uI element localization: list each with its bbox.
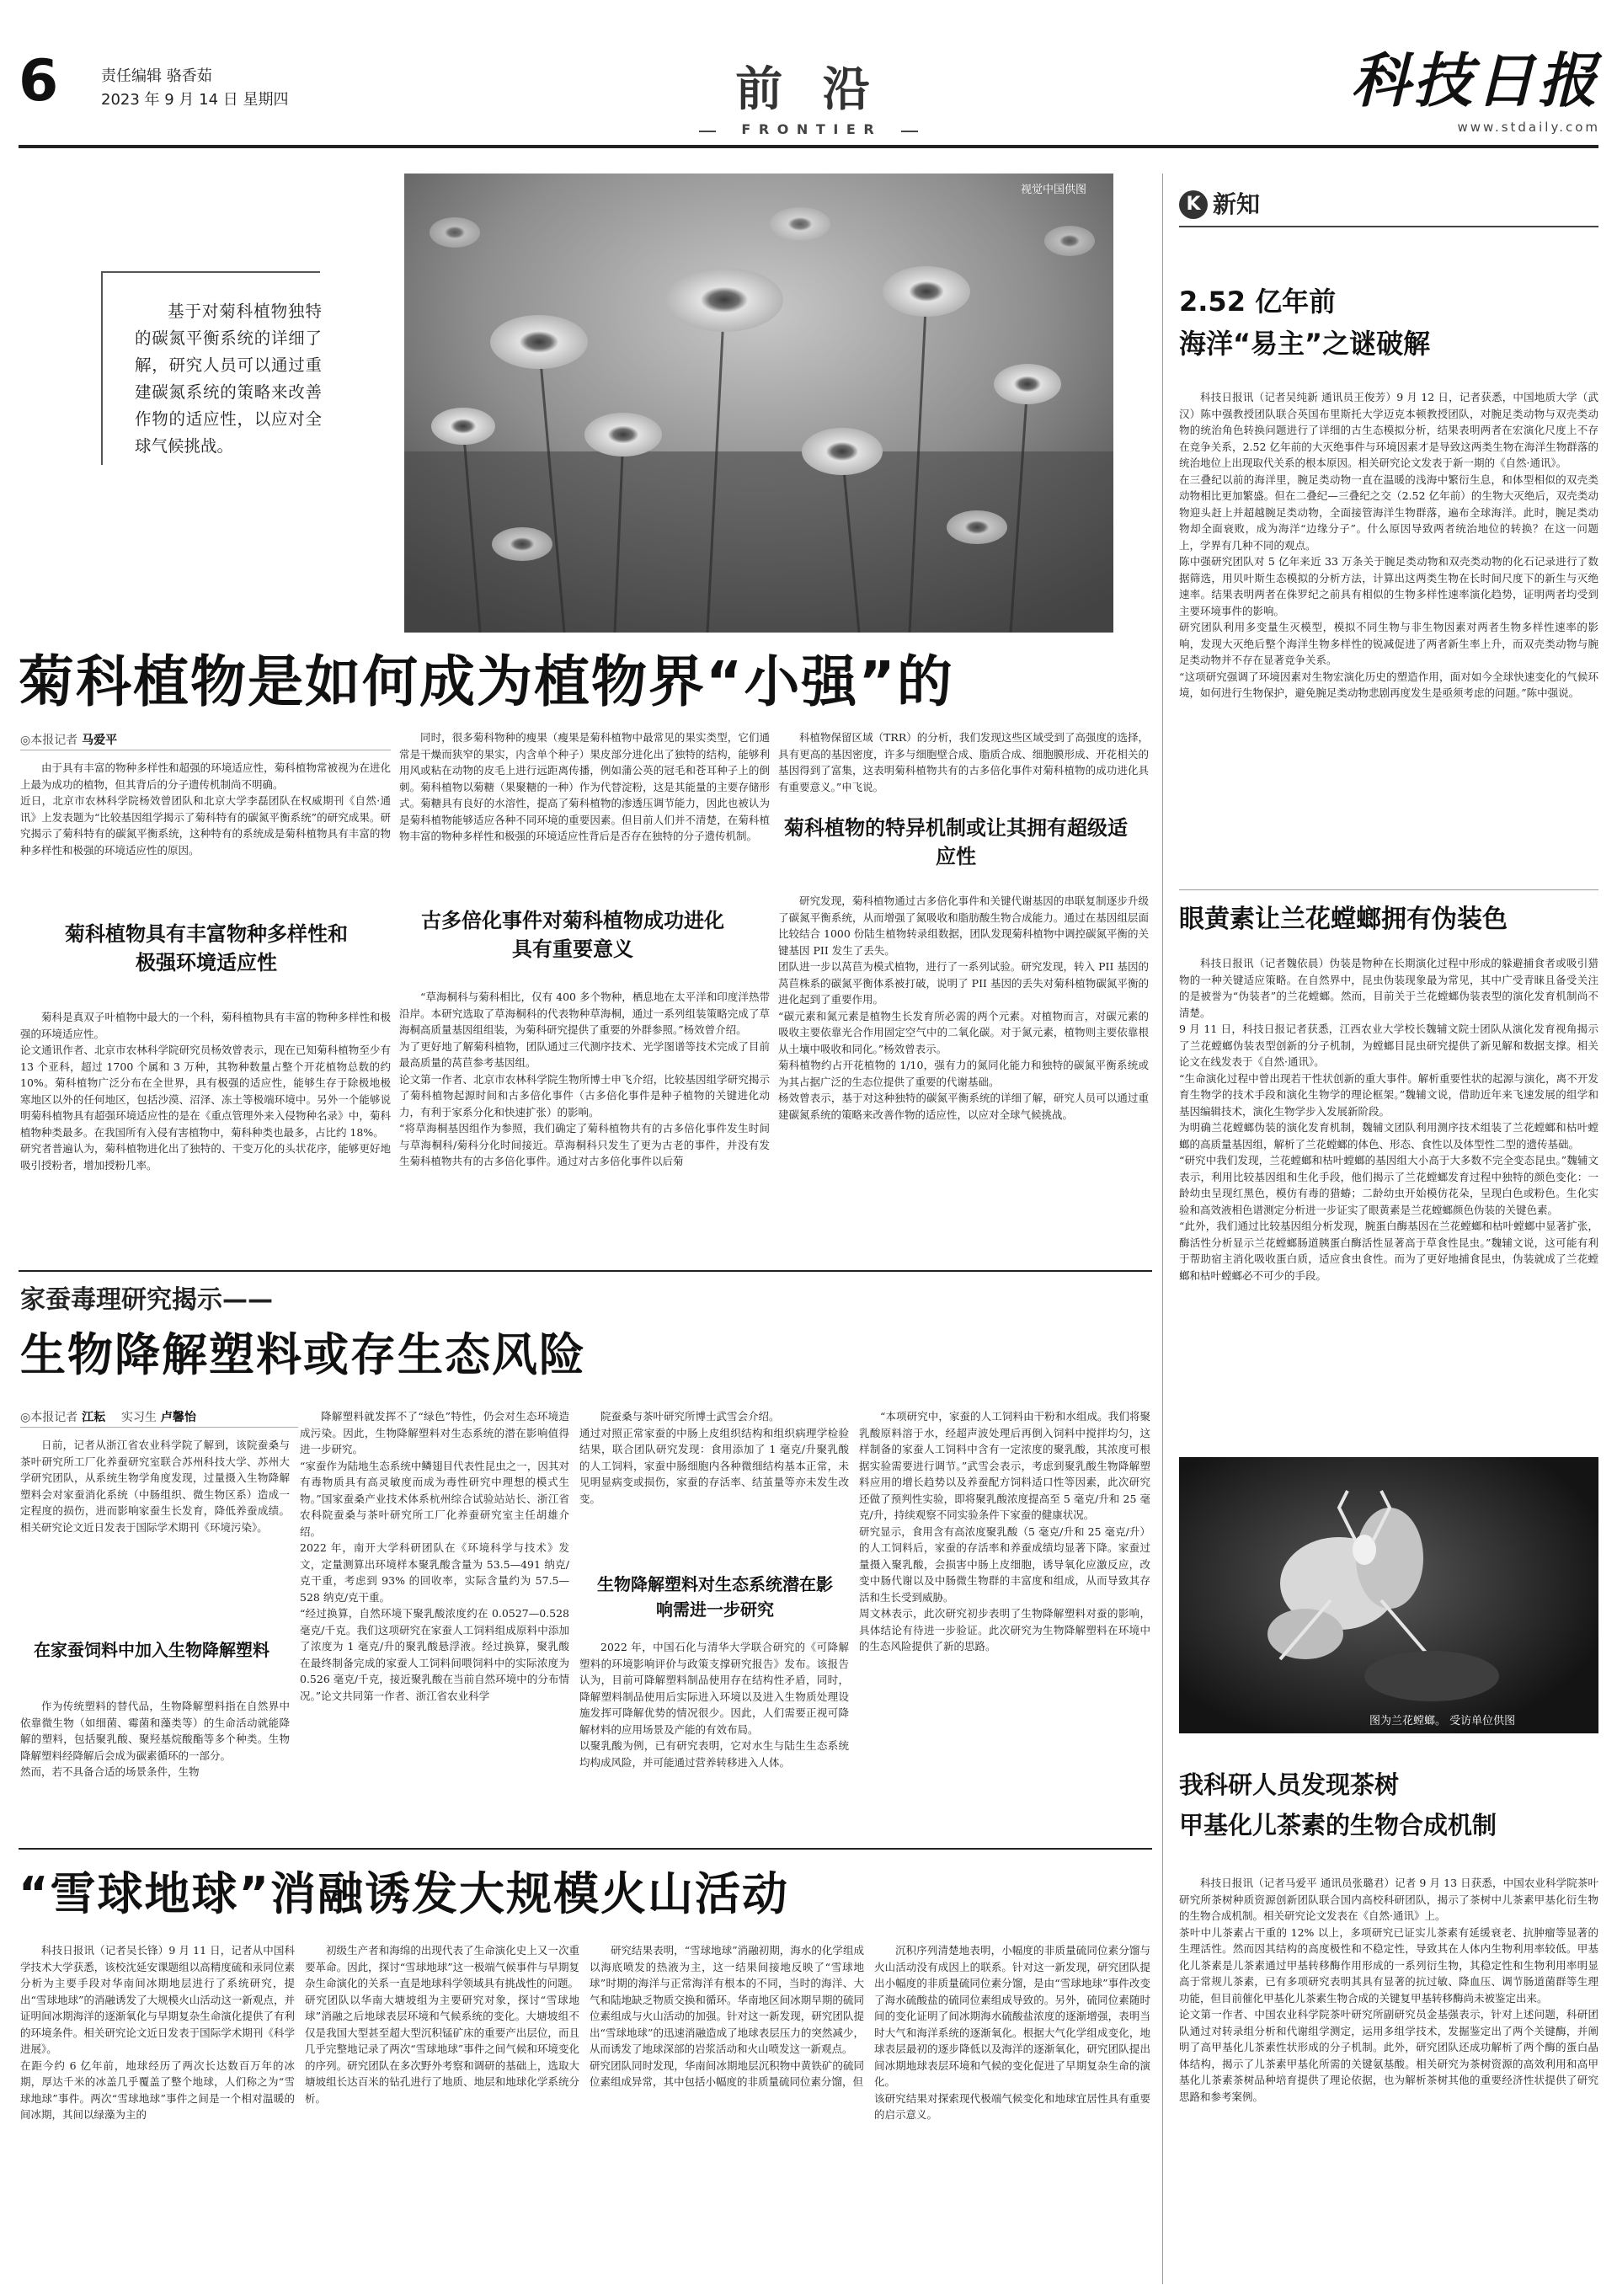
summary-box-top-rule [101,271,320,273]
article3-headline: “雪球地球”消融诱发大规模火山活动 [19,1867,789,1920]
editor-line: 责任编辑 骆香茹 [101,67,212,85]
article1-byline [20,731,117,748]
news1-rule [1179,889,1598,890]
article1-col2-bottom: “草海桐科与菊科相比，仅有 400 多个物种，栖息地在太平洋和印度洋热带沿岸。本研究选取了草海桐科的代表物种草海桐，通过一系列组装策略完成了草海桐高质量基因组组装，为菊科研究提供了重要的外群参照。”杨效曾介绍。 为了更好地了解菊科植物，团队通过三代测序技术、光学图谱等技术完成了目前最高质量的莴苣参考基因组。 论文第一作者、北京市农林科学院生物所博士申飞介绍，比较基因组学研究揭示了菊科植物起源时间和古多倍化事件（古多倍化事件是种子植物的关键进化动力，有利于家系分化和快速扩张）的影响。 “将草海桐基因组作为参照，我们确定了菊科植物共有的古多倍化事件发生时间与草海桐科/菊科分化时间接近。草海桐科只发生了更为古老的事件，并没有发生菊科植物共有的古多倍化事件。通过对古多倍化事件以后菊 [399,990,770,1167]
article1-col1-bottom: 菊科是真双子叶植物中最大的一个科，菊科植物具有丰富的物种多样性和极强的环境适应性。 论文通讯作者、北京市农林科学院研究员杨效曾表示，现在已知菊科植物至少有 13 个亚科，超过 1700 个属和 3 万种，其物种数量占整个开花植物总数的约 10%。菊科植物广泛分布在全世界，具有极强的适应性，能够生存于除极地极寒地区以外的任何地区，包括沙漠、沼泽、冻土等极端环境中。另外一个能够说明菊科植物具有超强环境适应性的是在《重点管理外来入侵物种名录》中，菊科植物种类最多。在我国所有入侵有害植物中，菊科种类也最多，占比约 18%。 研究者普遍认为，菊科植物进化出了独特的、干变万化的头状花序，能够更好地吸引授粉者，增加授粉几率。 [20,1011,391,1172]
article2-bottom-rule [19,1848,1152,1850]
mantis-photo-credit: 图为兰花螳螂。 受访单位供图 [1369,1715,1516,1727]
lead-photo-credit: 视觉中国供图 [1021,184,1087,196]
news2-body: 科技日报讯（记者魏依晨）伪装是物种在长期演化过程中形成的躲避捕食者或吸引猎物的一种关键适应策略。在自然界中，昆虫伪装现象最为常见，其中广受青睐且备受关注的是被誉为“伪装者”的兰花螳螂。然而，目前关于兰花螳螂伪装表型的演化发育机制尚不清楚。 9 月 11 日，科技日报记者获悉，江西农业大学校长魏辅文院士团队从演化发育视角揭示了兰花螳螂伪装表型创新的分子机制，为螳螂目昆虫研究提供了新见解和数据支撑。相关论文在线发表于《自然·通讯》。 “生命演化过程中曾出现若干性状创新的重大事件。解析重要性状的起源与演化，离不开发育生物学的技术手段和演化生物学的理论框架。”魏辅文说，借助近年来飞速发展的组学和基因编辑技术，演化生物学步入发展新阶段。 为明确兰花螳螂伪装的演化发育机制，魏辅文团队利用测序技术组装了兰花螳螂和枯叶螳螂的高质量基因组，解析了兰花螳螂的体色、形态、食性以及体型性二型的遗传基础。 “研究中我们发现，兰花螳螂和枯叶螳螂的基因组大小高于大多数不完全变态昆虫。”魏辅文表示，利用比较基因组和生化手段，他们揭示了兰花螳螂发育过程中独特的颜色变化：一龄幼虫呈现红黑色，模仿有毒的猎蝽；二龄幼虫开始模仿花朵，呈现白色或粉色。生化实验和高效液相色谱测定分析进一步证实了眼黄素是兰花螳螂颜色伪装的关键色素。 “此外，我们通过比较基因组分析发现，腕蛋白酶基因在兰花螳螂和枯叶螳螂中显著扩张，酶活性分析显示兰花螳螂肠道胰蛋白酶活性显著高于草食性昆虫。”魏辅文说，这可能有利于帮助宿主消化吸收蛋白质，适应食虫食性。而为了更好地捕食昆虫，伪装就成了兰花螳螂和枯叶螳螂必不可少的手段。 [1179,957,1598,1282]
article1-subhead1: 菊科植物具有丰富物种多样性和极强环境适应性 [65,922,348,974]
orchid-mantis-image [1179,1457,1598,1733]
article1-col3-bottom: 研究发现，菊科植物通过古多倍化事件和关键代谢基因的串联复制逐步升级了碳氮平衡系统，从而增强了氮吸收和脂肪酸生物合成能力。通过在基因组层面比较结合 1000 份陆生植物转录组数据，团队发现菊科植物中调控碳氮平衡的关键基因 PII 发生了丢失。 团队进一步以莴苣为模式植物，进行了一系列试验。研究发现，转入 PII 基因的莴苣株系的碳氮平衡体系被打破，说明了 PII 基因的丢失对菊科植物碳氮平衡的进化起到了重要作用。 “碳元素和氮元素是植物生长发育所必需的两个元素。对植物而言，对碳元素的吸收主要依靠光合作用固定空气中的二氧化碳。对于氮元素，植物则主要依靠根从土壤中吸收和同化。”杨效曾表示。 菊科植物约占开花植物的 1/10，强有力的氮同化能力和独特的碳氮平衡系统或为其占据广泛的生态位提供了重要的代谢基础。 杨效曾表示，基于对这种独特的碳氮平衡系统的详细了解，研究人员可以通过重建碳氮系统的策略来改善作物的适应性，以应对全球气候挑战。 [778,894,1149,1121]
article1-subhead3: 菊科植物的特异机制或让其拥有超级适应性 [784,816,1128,868]
article3-col1: 科技日报讯（记者吴长锋）9 月 11 日，记者从中国科学技术大学获悉，该校沈延安课题组以高精度硫和汞同位素分析为主要手段对华南间冰期地层进行了系统研究，提出“雪球地球”的消融诱发了大规模火山活动这一新观点，并证明间冰期海洋的逐渐氧化与早期复杂生命演化提供了有利的环境条件。相关研究论文近日发表于国际学术期刊《科学进展》。 在距今约 6 亿年前，地球经历了两次长达数百万年的冰期，厚达千米的冰盖几乎覆盖了整个地球，人们称之为“雪球地球”事件。两次“雪球地球”事件之间是一个相对温暖的间冰期，其间以绿藻为主的 [20,1944,295,2121]
article1-bottom-rule [19,1270,1152,1272]
sidebar-divider [1162,174,1163,2284]
section-subtitle: F R O N T I E R [741,121,876,137]
article1-byline-name: 马爱平 [82,734,118,747]
article2-byline-label2: 实习生 [120,1411,157,1424]
article2-col3-top: 院蚕桑与茶叶研究所博士武雪会介绍。 通过对照正常家蚕的中肠上皮组织结构和组织病理学检验结果，联合团队研究发现：食用添加了 1 毫克/升聚乳酸的人工饲料，家蚕中肠细胞内各种微细结构基本正常，未见明显病变或损伤，家蚕的存活率、结茧量等亦未发生改变。 [579,1410,849,1505]
column-name: 新知 [1213,190,1261,218]
website: www.stdaily.com [1457,120,1600,135]
article2-byline-name2: 卢馨怡 [160,1411,196,1424]
column-name-rule [1179,226,1598,227]
summary-box-left-rule [101,271,103,465]
lead-summary: 基于对菊科植物独特的碳氮平衡系统的详细了解，研究人员可以通过重建碳氮系统的策略来改善作物的适应性，以应对全球气候挑战。 [135,302,322,456]
article1-headline: 菊科植物是如何成为植物界“小强”的 [19,649,954,714]
article1-byline-label: ◎本报记者 [20,734,78,747]
article2-col1-top: 日前，记者从浙江省农业科学院了解到，该院蚕桑与茶叶研究所工厂化养蚕研究室联合苏州科技大学、苏州大学研究团队，从系统生物学角度发现，过量摄入生物降解塑料会对家蚕消化系统（中肠组织、微生物区系）造成一定程度的损伤，进而影响家蚕生长发育，降低养蚕成绩。相关研究论文近日发表于国际学术期刊《环境污染》。 [20,1439,290,1534]
section-title: 前 沿 [735,62,882,117]
paper-logo: 科技日报 [1351,45,1600,115]
mantis-photo [1179,1457,1598,1733]
article2-kicker: 家蚕毒理研究揭示—— [20,1285,273,1315]
news1-body: 科技日报讯（记者吴纯新 通讯员王俊芳）9 月 12 日，记者获悉，中国地质大学（武汉）陈中强教授团队联合英国布里斯托大学迈克本顿教授团队，对腕足类动物与双壳类动物的统治角色转换问题进行了详细的古生态模拟分析，结果表明两者在宏演化尺度上不存在竞争关系，2.52 亿年前的大灭绝事件与环境因素才是导致这两类生物在海洋生物群落的统治地位上出现取代关系的根本原因。相关研究论文发表于新一期的《自然·通讯》。 在三叠纪以前的海洋里，腕足类动物一直在温暖的浅海中繁衍生息，和体型相似的双壳类动物相比更加繁盛。但在二叠纪—三叠纪之交（2.52 亿年前）的生物大灭绝后，双壳类动物迎头赶上并超越腕足类动物，全面接管海洋生物群落，遍布全球海洋。此时，腕足类动物却全面衰败，成为海洋“边缘分子”。什么原因导致两者统治地位的转换？在这一问题上，学界有几种不同的观点。 陈中强研究团队对 5 亿年来近 33 万条关于腕足类动物和双壳类动物的化石记录进行了数据筛选，用贝叶斯生态模拟的分析方法，计算出这两类生物在长时间尺度下的新生与灭绝速率。结果表明两者在侏罗纪之前具有相似的生物多样性速率演化趋势，证明两者均受到主要环境事件的影响。 研究团队利用多变量生灭模型，模拟不同生物与非生物因素对两者生物多样性速率的影响，发现大灭绝后整个海洋生物多样性的锐减促进了两者新生率上升，而双壳类动物与腕足类动物并不存在显著竞争关系。 “这项研究强调了环境因素对生物宏演化历史的塑造作用，面对如今全球快速变化的气候环境，如何进行生物保护，避免腕足类动物悲剧再度发生是亟须考虑的问题。”陈中强说。 [1179,391,1598,699]
article1-col1-top: 由于具有丰富的物种多样性和超强的环境适应性，菊科植物常被视为在进化上最为成功的植物，但其背后的分子遗传机制尚不明确。 近日，北京市农林科学院杨效曾团队和北京大学李磊团队在权威期刊《自然·通讯》上发表题为“比较基因组学揭示了菊科特有的碳氮平衡系统”的研究成果。研究揭示了菊科特有的碳氮平衡系统，这种特有的系统成是菊科植物具有丰富的物种多样性和极强的环境适应性的原因。 [20,761,391,857]
flower-field-image [404,174,1113,633]
article2-subhead2: 生物降解塑料对生态系统潜在影响需进一步研究 [597,1574,833,1620]
masthead-rule [19,145,1598,148]
article2-byline-rule [20,1427,298,1428]
section-title-rule-left [699,131,716,132]
news1-headline-line2: 海洋“易主”之谜破解 [1179,328,1431,360]
article2-headline: 生物降解塑料或存生态风险 [20,1328,586,1381]
article2-col4: “本项研究中，家蚕的人工饲料由干粉和水组成。我们将聚乳酸原料溶于水，经超声波处理后再倒入饲料中搅拌均匀，这样制备的家蚕人工饲料中含有一定浓度的聚乳酸，其浓度可根据实验需要进行调节。”武雪会表示，考虑到聚乳酸生物降解塑料应用的增长趋势以及养蚕配方饲料适口性等因素，此次研究还做了预判性实验，即将聚乳酸浓度提高至 5 毫克/升和 25 毫克/升，持续观察不同实验条件下家蚕的健康状况。 研究显示，食用含有高浓度聚乳酸（5 毫克/升和 25 毫克/升）的人工饲料后，家蚕的存活率和养蚕成绩均显著下降。家蚕过量摄入聚乳酸，会损害中肠上皮细胞，诱导氧化应激反应，改变中肠代谢以及中肠微生物群的丰富度和组成，从而导致其存活和生长受到威胁。 周文林表示，此次研究初步表明了生物降解塑料对蚕的影响，具体结论有待进一步验证。此次研究为生物降解塑料在环境中的生态风险提供了新的思路。 [859,1410,1150,1653]
article2-col2: 降解塑料就发挥不了“绿色”特性，仍会对生态环境造成污染。因此，生物降解塑料对生态系统的潜在影响值得进一步研究。 “家蚕作为陆地生态系统中鳞翅目代表性昆虫之一，因其对有毒物质具有高灵敏度而成为毒性研究中理想的模式生物。”国家蚕桑产业技术体系杭州综合试验站站长、浙江省农科院蚕桑与茶叶研究所工厂化养蚕研究室主任胡雄介绍。 2022 年，南开大学科研团队在《环境科学与技术》发文，定量测算出环境样本聚乳酸含量为 53.5—491 纳克/克干重，考虑到 93% 的回收率，实际含量约为 57.5—528 纳克/克干重。 “经过换算，自然环境下聚乳酸浓度约在 0.0527—0.528 毫克/千克。我们这项研究在家蚕人工饲料组成原料中添加了浓度为 1 毫克/升的聚乳酸悬浮液。经过换算，聚乳酸在最终制备完成的家蚕人工饲料间喂饲料中的实际浓度为 0.526 毫克/千克，接近聚乳酸在当前自然环境中的分布情况。”论文共同第一作者、浙江省农业科学 [300,1410,569,1702]
lead-photo [404,174,1113,633]
news3-headline-line1: 我科研人员发现茶树 [1179,1770,1400,1799]
article3-col2: 初级生产者和海绵的出现代表了生命演化史上又一次重要革命。因此，探讨“雪球地球”这一极端气候事件与早期复杂生命演化的关系一直是地球科学领域具有挑战性的问题。 研究团队以华南大塘坡组为主要研究对象，探讨“雪球地球”消融之后地球表层环境和气候系统的变化。大塘坡组不仅是我国大型甚至超大型沉积锰矿床的重要产出层位，而且几乎完整地记录了两次“雪球地球”事件之间气候和环境变化的序列。研究团队在多次野外考察和调研的基础上，选取大塘坡组长达百米的钻孔进行了地质、地层和地球化学系统分析。 [305,1944,579,2105]
news3-body: 科技日报讯（记者马爱平 通讯员张璐君）记者 9 月 13 日获悉，中国农业科学院茶叶研究所茶树种质资源创新团队联合国内高校科研团队，揭示了茶树中儿茶素甲基化衍生物的生物合成机制。相关研究论文发表在《自然·通讯》上。 茶叶中儿茶素占干重的 12% 以上，多项研究已证实儿茶素有延缓衰老、抗肿瘤等显著的生理活性。然而因其结构的高度极性和不稳定性，导致其在人体内生物利用率较低。甲基化儿茶素是儿茶素通过甲基转移酶作用形成的一系列衍生物，其稳定性和生物利用率明显高于常规儿茶素，已有多项研究表明其具有显著的抗过敏、降血压、调节肠道菌群等生理功能，但目前催化甲基化儿茶素生物合成的关键复甲基转移酶尚未被鉴定出来。 论文第一作者、中国农业科学院茶叶研究所副研究员金基强表示，针对上述问题，科研团队通过对转录组分析和代谢组学测定，运用多组学技术，发掘鉴定出了两个关键酶，并阐明了高甲基化儿茶素性状形成的分子机制。此外，研究团队还成功解析了两个酶的蛋白晶体结构，揭示了儿茶素甲基化所需的关键氨基酸。相关研究为茶树资源的高效利用和高甲基化儿茶素茶树品种培育提供了理论依据，也为解析茶树其他的重要经济性状提供了研究思路和参考案例。 [1179,1877,1598,2103]
news1-headline-line1: 2.52 亿年前 [1179,286,1337,318]
page-number: 6 [19,48,59,115]
article3-col4: 沉积序列清楚地表明，小幅度的非质量硫同位素分馏与火山活动没有成因上的联系。针对这一新发现，研究团队提出小幅度的非质量硫同位素分馏，是由“雪球地球”事件改变了海水硫酸盐的硫同位素组成导致的。另外，硫同位素随时间的变化证明了间冰期海水硫酸盐浓度的逐渐增强，表明当时大气和海洋系统的逐渐氧化。根据大气化学组成变化，地球表层最初的逐步降低以及海洋的逐渐氧化，研究团队提出间冰期地球表层环境和气候的变化促进了早期复杂生命的演化。 该研究结果对探索现代极端气候变化和地球宜居性具有重要的启示意义。 [874,1944,1150,2121]
article2-col1-bottom: 作为传统塑料的替代品，生物降解塑料指在自然界中依靠微生物（如细菌、霉菌和藻类等）的生命活动就能降解的塑料，包括聚乳酸、聚羟基烷酸酯等多个种类。生物降解塑料经降解后会成为碳素循环的一部分。 然而，若不具备合适的场景条件，生物 [20,1700,290,1778]
article2-col3-bottom: 2022 年，中国石化与清华大学联合研究的《可降解塑料的环境影响评价与政策支撑研究报告》发布。该报告认为，目前可降解塑料制品使用存在结构性矛盾，同时，降解塑料制品使用后实际进入环境以及进入生物质处理设施发挥可降解优势的情况很少。因此，人们需要正视可降解材料的应用场景及产能的有效布局。 以聚乳酸为例，已有研究表明，它对水生与陆生生态系统均构成风险，并可能通过营养转移进入人体。 [579,1641,849,1769]
news3-headline-line2: 甲基化儿茶素的生物合成机制 [1179,1811,1497,1839]
article2-subhead1: 在家蚕饲料中加入生物降解塑料 [34,1640,270,1660]
article3-col3: 研究结果表明，“雪球地球”消融初期，海水的化学组成以海底喷发的热液为主，这一结果间接地反映了“雪球地球”时期的海洋与正常海洋有根本的不同，当时的海洋、大气和陆地缺乏物质交换和循环。华南地区间冰期早期的硫同位素组成与火山活动的加强。针对这一新发现，研究团队提出“雪球地球”的迅速消融造成了地球表层压力的突然减少，从而诱发了地球深部的岩浆活动和火山喷发这一新观点。 研究团队同时发现，华南间冰期地层沉积物中黄铁矿的硫同位素组成异常，其中包括小幅度的非质量硫同位素分馏，但 [590,1944,864,2088]
article2-byline-name: 江耘 [82,1411,106,1424]
section-title-rule-right [901,131,918,132]
column-badge-icon: K [1179,190,1208,219]
news2-headline: 眼黄素让兰花螳螂拥有伪装色 [1179,905,1508,934]
article2-byline [20,1408,196,1425]
article1-subhead2: 古多倍化事件对菊科植物成功进化具有重要意义 [421,909,724,961]
date-line: 2023 年 9 月 14 日 星期四 [101,91,289,109]
article1-col3-top: 科植物保留区域（TRR）的分析，我们发现这些区域受到了高强度的选择，具有更高的基因密度，许多与细胞壁合成、脂质合成、细胞膜形成、开花相关的基因得到了富集，这表明菊科植物共有的古多倍化事件对菊科植物的成功进化具有重要意义。”申飞说。 [778,731,1149,793]
article1-col2-top: 同时，很多菊科物种的瘦果（瘦果是菊科植物中最常见的果实类型，它们通常是干燥而狭窄的果实，内含单个种子）果皮部分进化出了独特的结构，能够利用风或粘在动物的皮毛上进行远距离传播，例如蒲公英的冠毛和苍耳种子上的倒刺。菊科植物以菊糖（果聚糖的一种）作为代替淀粉，这是其能量的主要存储形式。菊糖具有良好的水溶性，提高了菊科植物的渗透压调节能力，因此也被认为是菊科植物能够适应各种不同环境的重要因素。但目前人们并不清楚，在菊科植物丰富的物种多样性和极强的环境适应性背后是否存在独特的分子遗传机制。 [399,731,770,842]
article2-byline-label: ◎本报记者 [20,1411,78,1424]
